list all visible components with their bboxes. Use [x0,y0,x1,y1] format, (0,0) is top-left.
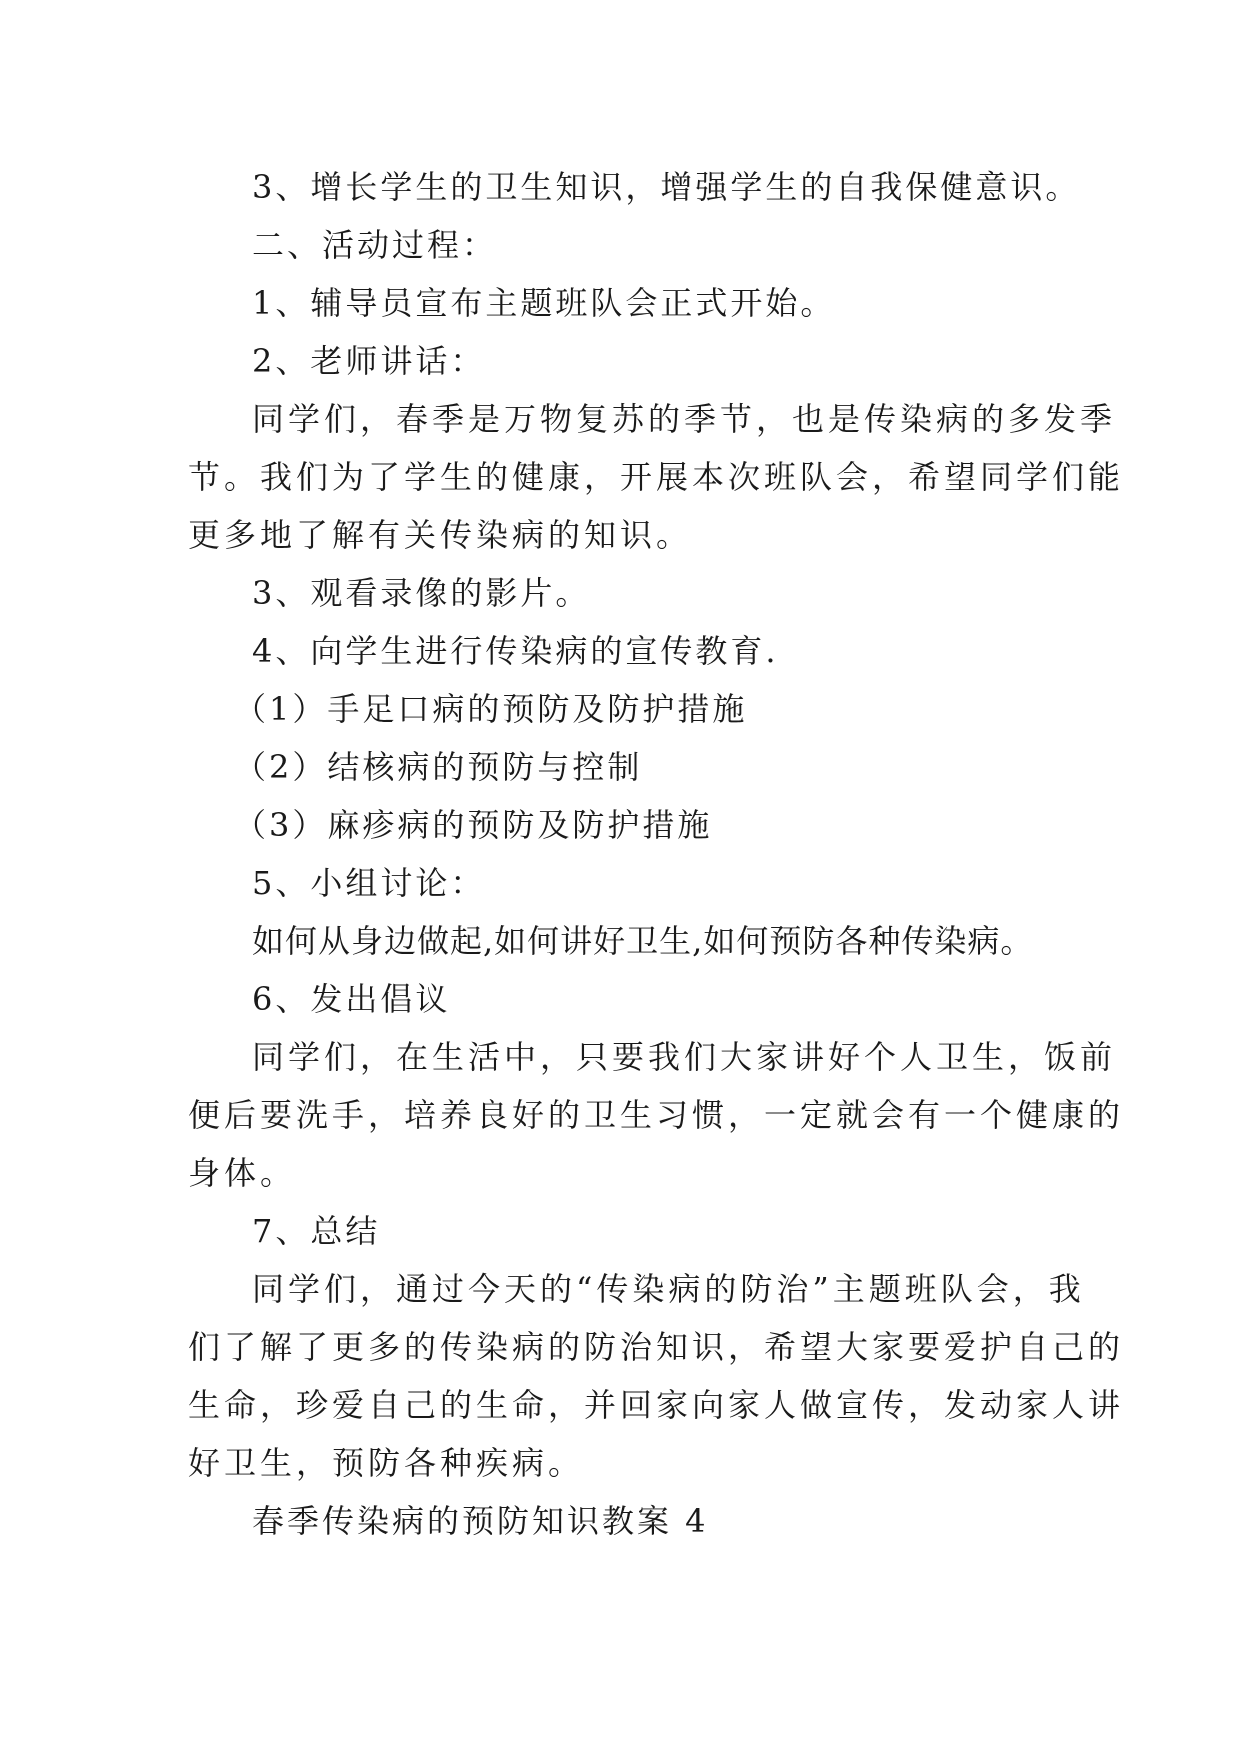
paragraph-line: 同学们，在生活中，只要我们大家讲好个人卫生，饭前 [252,1038,1117,1076]
list-item: 3、增长学生的卫生知识，增强学生的自我保健意识。 [252,168,1081,206]
paragraph-line: 好卫生，预防各种疾病。 [188,1444,585,1482]
list-item: 6、发出倡议 [252,980,451,1018]
paragraph-line: 身体。 [188,1154,297,1192]
section-heading: 二、活动过程： [252,226,498,264]
document-page [188,158,1125,1550]
paragraph [188,390,1125,564]
paragraph-line: 节。我们为了学生的健康，开展本次班队会，希望同学们能 [188,458,1125,496]
list-item: 3、观看录像的影片。 [252,574,591,612]
list-item: 4、向学生进行传染病的宣传教育. [252,632,779,670]
paragraph-line: 同学们，通过今天的“传染病的防治”主题班队会，我 [252,1270,1085,1308]
paragraph-line: 更多地了解有关传染病的知识。 [188,516,693,554]
list-item: 5、小组讨论： [252,864,486,902]
sub-list-item: （3）麻疹病的预防及防护措施 [234,806,713,844]
list-item: 7、总结 [252,1212,381,1250]
sub-list-item: （2）结核病的预防与控制 [234,748,643,786]
sub-list-item: （1）手足口病的预防及防护措施 [234,690,748,728]
paragraph [188,1028,1125,1202]
list-item: 如何从身边做起,如何讲好卫生,如何预防各种传染病。 [252,922,1034,960]
list-item: 1、辅导员宣布主题班队会正式开始。 [252,284,836,322]
paragraph-line: 生命，珍爱自己的生命，并回家向家人做宣传，发动家人讲 [188,1386,1125,1424]
paragraph-line: 同学们，春季是万物复苏的季节，也是传染病的多发季 [252,400,1117,438]
section-heading: 春季传染病的预防知识教案 4 [252,1502,709,1540]
list-item: 2、老师讲话： [252,342,486,380]
paragraph-line: 们了解了更多的传染病的防治知识，希望大家要爱护自己的 [188,1328,1125,1366]
paragraph [188,1260,1125,1492]
paragraph-line: 便后要洗手，培养良好的卫生习惯，一定就会有一个健康的 [188,1096,1125,1134]
